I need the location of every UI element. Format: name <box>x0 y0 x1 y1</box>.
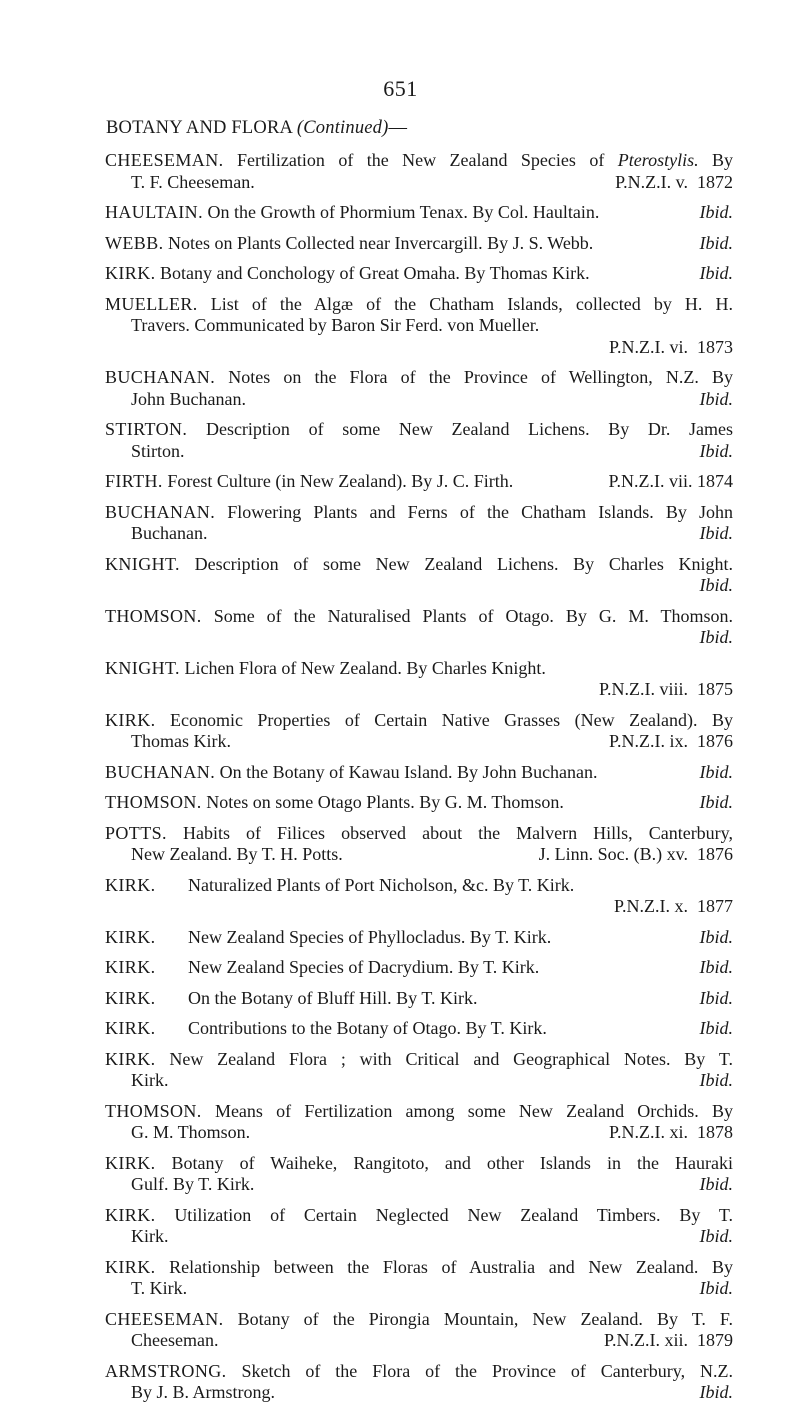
entry-title: Botany of the Pirongia Mountain, New Zealand. By T. F. <box>237 1308 734 1329</box>
entry-title: Naturalized Plants of Port Nicholson, &c. By T. Kirk. <box>188 874 575 895</box>
bibliography-entry <box>105 233 733 255</box>
entry-line <box>105 202 733 224</box>
entry-title: Description of some New Zealand Lichens. By Charles Knight. <box>194 553 734 574</box>
entry-title: Notes on some Otago Plants. By G. M. Thomson. <box>206 792 564 812</box>
entry-line <box>105 731 733 753</box>
entry-title: Relationship between the Floras of Australia and New Zealand. By <box>169 1256 734 1277</box>
entry-title: Contributions to the Botany of Otago. By T. Kirk. <box>188 1018 547 1038</box>
entry-ref: Ibid. <box>699 1018 733 1038</box>
bibliography-entry <box>105 658 733 701</box>
entry-title: Utilization of Certain Neglected New Zealand Timbers. By T. <box>174 1204 734 1225</box>
entry-line <box>105 875 733 897</box>
entry-author: KIRK. <box>105 987 156 1008</box>
entry-line <box>105 233 733 255</box>
entry-line <box>105 389 733 411</box>
entry-title: Habits of Filices observed about the Malvern Hills, Canterbury, <box>182 822 734 843</box>
entry-line <box>105 896 733 918</box>
entry-line <box>105 627 733 649</box>
entry-line <box>105 1278 733 1300</box>
entry-author: WEBB. <box>105 232 164 253</box>
entry-title-cont: Buchanan. <box>131 523 208 543</box>
entry-author: KIRK. <box>105 1018 156 1038</box>
entry-year: 1878 <box>697 1122 733 1142</box>
entry-title: Sketch of the Flora of the Province of Canterbury, N.Z. <box>241 1360 734 1381</box>
bibliography-entry <box>105 1049 733 1092</box>
entry-line <box>105 1309 733 1331</box>
bibliography-entry <box>105 792 733 814</box>
entry-line <box>105 575 733 597</box>
entry-year: 1872 <box>697 171 733 192</box>
entry-ref: P.N.Z.I. vii. <box>608 471 693 491</box>
entry-title-cont: Cheeseman. <box>131 1330 219 1350</box>
entry-title-cont: By J. B. Armstrong. <box>131 1382 276 1402</box>
entry-author: KIRK. <box>105 957 156 977</box>
bibliography-entry <box>105 502 733 545</box>
entry-author: BUCHANAN. <box>105 761 216 782</box>
entry-title: On the Botany of Kawau Island. By John Buchanan. <box>219 761 598 782</box>
bibliography-entry <box>105 554 733 597</box>
entry-line <box>105 927 733 949</box>
entry-ref: Ibid. <box>699 792 733 812</box>
entry-line <box>105 957 733 979</box>
entry-year: 1877 <box>697 896 733 916</box>
bibliography-list <box>105 150 733 1413</box>
entry-line <box>105 1205 733 1227</box>
entry-author: STIRTON. <box>105 419 188 439</box>
entry-title-cont: G. M. Thomson. <box>131 1122 251 1142</box>
bibliography-entry <box>105 957 733 979</box>
bibliography-entry <box>105 823 733 866</box>
entry-title-cont: Gulf. By T. Kirk. <box>131 1174 255 1194</box>
entry-ref: P.N.Z.I. xii. <box>603 1330 688 1350</box>
entry-year: 1879 <box>697 1330 733 1350</box>
entry-ref: J. Linn. Soc. (B.) xv. <box>538 844 688 864</box>
bibliography-entry <box>105 471 733 493</box>
entry-author: FIRTH. <box>105 471 163 491</box>
entry-ref: Ibid. <box>699 627 733 647</box>
entry-line <box>105 1049 733 1071</box>
bibliography-entry <box>105 762 733 784</box>
entry-line <box>105 823 733 845</box>
entry-line <box>105 1122 733 1144</box>
entry-title: Some of the Naturalised Plants of Otago. By G. M. Thomson. <box>213 605 733 626</box>
entry-title-cont: Travers. Communicated by Baron Sir Ferd. von Mueller. <box>131 315 540 335</box>
entry-line <box>105 606 733 628</box>
heading-text: BOTANY AND FLORA <box>106 118 293 138</box>
entry-line <box>105 762 733 784</box>
entry-ref: Ibid. <box>699 1070 733 1090</box>
entry-author: KIRK. <box>105 263 156 283</box>
entry-ref: P.N.Z.I. ix. <box>608 731 688 751</box>
bibliography-entry <box>105 1257 733 1300</box>
entry-title-cont: John Buchanan. <box>131 388 246 409</box>
entry-ref: Ibid. <box>699 232 733 253</box>
entry-line <box>105 1153 733 1175</box>
entry-title: Botany and Conchology of Great Omaha. By Thomas Kirk. <box>160 263 590 283</box>
entry-author: MUELLER. <box>105 293 198 314</box>
section-heading <box>106 118 407 139</box>
entry-title-cont: Kirk. <box>131 1070 169 1090</box>
entry-year: 1874 <box>697 471 733 491</box>
entry-line <box>105 471 733 493</box>
entry-title: Notes on the Flora of the Province of Wellington, N.Z. By <box>228 367 734 387</box>
entry-title-cont: Thomas Kirk. <box>131 731 231 751</box>
entry-title-end: By <box>712 150 734 170</box>
bibliography-entry <box>105 1018 733 1040</box>
entry-line <box>105 337 733 359</box>
entry-ref: Ibid. <box>699 523 733 543</box>
entry-line <box>105 554 733 576</box>
entry-title-italic: Pterostylis. <box>617 150 699 170</box>
entry-title: New Zealand Flora ; with Critical and Geographical Notes. By T. <box>169 1048 733 1069</box>
entry-line <box>105 1070 733 1092</box>
entry-title: Means of Fertilization among some New Zealand Orchids. By <box>214 1100 733 1121</box>
entry-title-cont: Kirk. <box>131 1226 169 1246</box>
entry-line <box>105 367 733 389</box>
entry-line <box>105 502 733 524</box>
entry-title-cont: Stirton. <box>131 440 185 461</box>
entry-line <box>105 1257 733 1279</box>
entry-author: CHEESEMAN. <box>105 1308 224 1329</box>
bibliography-entry <box>105 875 733 918</box>
entry-ref: Ibid. <box>699 202 733 222</box>
heading-dash: — <box>388 118 408 138</box>
entry-year: 1873 <box>697 336 733 357</box>
entry-ref: Ibid. <box>699 1382 733 1402</box>
entry-line <box>105 1174 733 1196</box>
bibliography-entry <box>105 988 733 1010</box>
entry-title: Forest Culture (in New Zealand). By J. C. Firth. <box>167 471 514 491</box>
entry-line <box>105 710 733 732</box>
entry-line <box>105 419 733 441</box>
entry-year: 1875 <box>697 679 733 699</box>
bibliography-entry <box>105 419 733 462</box>
entry-line <box>105 172 733 194</box>
entry-author: KIRK. <box>105 1048 156 1069</box>
entry-ref: Ibid. <box>699 761 733 782</box>
bibliography-entry <box>105 710 733 753</box>
bibliography-entry <box>105 927 733 949</box>
entry-author: THOMSON. <box>105 792 202 812</box>
entry-ref: P.N.Z.I. v. <box>615 171 688 192</box>
entry-ref: P.N.Z.I. viii. <box>598 679 688 699</box>
entry-ref: Ibid. <box>699 388 733 409</box>
entry-line <box>105 658 733 680</box>
entry-line <box>105 792 733 814</box>
entry-author: ARMSTRONG. <box>105 1360 227 1381</box>
entry-ref: Ibid. <box>699 1226 733 1246</box>
entry-year: 1876 <box>697 844 733 864</box>
entry-author: KNIGHT. <box>105 657 180 678</box>
entry-author: KIRK. <box>105 709 156 730</box>
entry-line <box>105 294 733 316</box>
entry-line <box>105 1101 733 1123</box>
entry-line <box>105 844 733 866</box>
entry-line <box>105 263 733 285</box>
bibliography-entry <box>105 202 733 224</box>
entry-line <box>105 150 733 172</box>
entry-author: BUCHANAN. <box>105 501 216 522</box>
entry-ref: Ibid. <box>699 987 733 1008</box>
entry-title: On the Growth of Phormium Tenax. By Col. Haultain. <box>207 202 600 222</box>
entry-line <box>105 1330 733 1352</box>
entry-year: 1876 <box>697 731 733 751</box>
entry-author: KIRK. <box>105 1256 156 1277</box>
entry-title: Lichen Flora of New Zealand. By Charles Knight. <box>184 657 546 678</box>
entry-line <box>105 1226 733 1248</box>
bibliography-entry <box>105 367 733 410</box>
entry-title: New Zealand Species of Phyllocladus. By T. Kirk. <box>188 926 552 947</box>
entry-ref: Ibid. <box>699 957 733 977</box>
entry-ref: P.N.Z.I. xi. <box>608 1122 688 1142</box>
bibliography-entry <box>105 294 733 359</box>
entry-title-cont: New Zealand. By T. H. Potts. <box>131 844 343 864</box>
entry-author: KNIGHT. <box>105 553 180 574</box>
bibliography-entry <box>105 1153 733 1196</box>
entry-author: CHEESEMAN. <box>105 150 224 170</box>
entry-ref: P.N.Z.I. x. <box>613 896 688 916</box>
entry-author: KIRK. <box>105 1204 156 1225</box>
bibliography-entry <box>105 150 733 193</box>
entry-line <box>105 988 733 1010</box>
entry-title: Notes on Plants Collected near Invercargill. By J. S. Webb. <box>168 232 594 253</box>
entry-line <box>105 679 733 701</box>
entry-ref: Ibid. <box>699 263 733 283</box>
entry-line <box>105 1382 733 1404</box>
entry-title-cont: T. Kirk. <box>131 1278 188 1298</box>
entry-title: Botany of Waiheke, Rangitoto, and other Islands in the Hauraki <box>171 1152 733 1173</box>
entry-line <box>105 441 733 463</box>
bibliography-entry <box>105 263 733 285</box>
entry-title-cont: T. F. Cheeseman. <box>131 171 255 192</box>
entry-ref: Ibid. <box>699 1174 733 1194</box>
page-number: 651 <box>383 76 418 101</box>
entry-author: KIRK. <box>105 874 156 895</box>
entry-title: Flowering Plants and Ferns of the Chatham Islands. By John <box>227 501 734 522</box>
bibliography-entry <box>105 606 733 649</box>
entry-ref: Ibid. <box>699 440 733 461</box>
bibliography-entry <box>105 1361 733 1404</box>
entry-title: Fertilization of the New Zealand Species of <box>236 150 605 170</box>
entry-title: On the Botany of Bluff Hill. By T. Kirk. <box>188 987 478 1008</box>
entry-author: KIRK. <box>105 1152 156 1173</box>
entry-ref: P.N.Z.I. vi. <box>608 336 688 357</box>
entry-title: New Zealand Species of Dacrydium. By T. Kirk. <box>188 957 540 977</box>
bibliography-entry <box>105 1101 733 1144</box>
entry-ref: Ibid. <box>699 926 733 947</box>
entry-ref: Ibid. <box>699 575 733 595</box>
bibliography-entry <box>105 1309 733 1352</box>
heading-continued: (Continued) <box>296 118 389 138</box>
entry-author: BUCHANAN. <box>105 367 216 387</box>
entry-author: THOMSON. <box>105 605 202 626</box>
entry-line <box>105 1361 733 1383</box>
entry-line <box>105 523 733 545</box>
entry-ref: Ibid. <box>699 1278 733 1298</box>
entry-line <box>105 1018 733 1040</box>
entry-title: Economic Properties of Certain Native Grasses (New Zealand). By <box>169 709 733 730</box>
entry-author: POTTS. <box>105 822 167 843</box>
bibliography-entry <box>105 1205 733 1248</box>
entry-author: THOMSON. <box>105 1100 202 1121</box>
entry-title: List of the Algæ of the Chatham Islands, collected by H. H. <box>210 293 734 314</box>
entry-author: KIRK. <box>105 926 156 947</box>
entry-author: HAULTAIN. <box>105 202 203 222</box>
entry-title: Description of some New Zealand Lichens. By Dr. James <box>205 419 734 439</box>
